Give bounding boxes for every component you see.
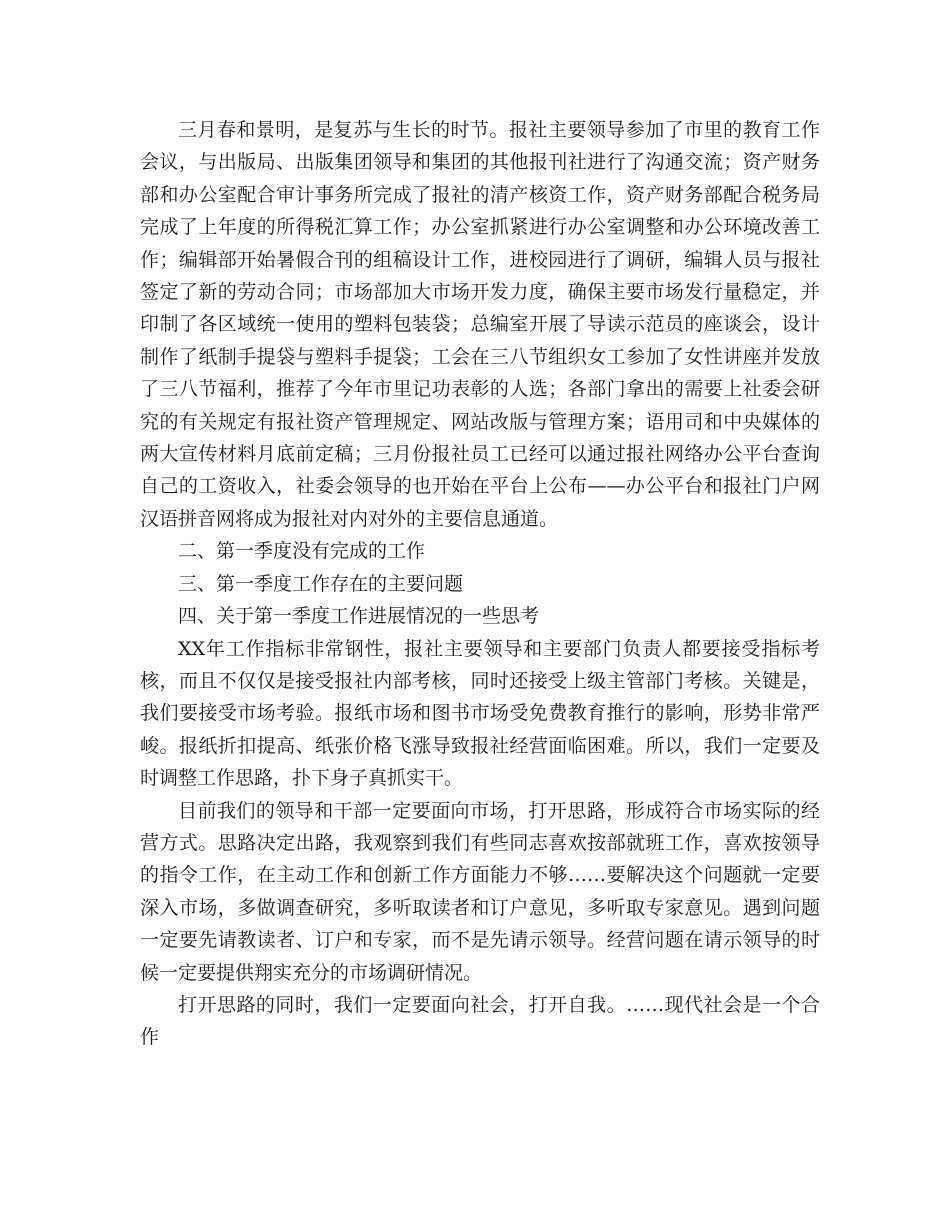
section-heading-main-problems: 三、第一季度工作存在的主要问题	[178, 572, 464, 595]
paragraph-face-market: 目前我们的领导和干部一定要面向市场，打开思路，形成符合市场实际的经营方式。思路决定出路，我观察到我们有些同志喜欢按部就班工作，喜欢按领导的指令工作，在主动工作和创新工作方面能力不够……要解决这个问题就一定要深入市场，多做调查研究，多听取读者和订户意见，多听取专家意见。遇到问题一定要先请教读者、订户和专家，而不是先请示领导。经营问题在请示领导的时候一定要提供翔实充分的市场调研情况。	[140, 799, 820, 984]
paragraph-march-summary: 三月春和景明，是复苏与生长的时节。报社主要领导参加了市里的教育工作会议，与出版局、出版集团领导和集团的其他报刊社进行了沟通交流；资产财务部和办公室配合审计事务所完成了报社的清产核资工作，资产财务部配合税务局完成了上年度的所得税汇算工作；办公室抓紧进行办公室调整和办公环境改善工作；编辑部开始暑假合刊的组稿设计工作，进校园进行了调研，编辑人员与报社签定了新的劳动合同；市场部加大市场开发力度，确保主要市场发行量稳定，并印制了各区域统一使用的塑料包装袋；总编室开展了导读示范员的座谈会，设计制作了纸制手提袋与塑料手提袋；工会在三八节组织女工参加了女性讲座并发放了三八节福利，推荐了今年市里记功表彰的人选；各部门拿出的需要上社委会研究的有关规定有报社资产管理规定、网站改版与管理方案；语用司和中央媒体的两大宣传材料月底前定稿；三月份报社员工已经可以通过报社网络办公平台查询自己的工资收入，社委会领导的也开始在平台上公布——办公平台和报社门户网汉语拼音网将成为报社对内对外的主要信息通道。	[140, 119, 820, 530]
section-heading-unfinished-work: 二、第一季度没有完成的工作	[178, 540, 426, 563]
paragraph-face-society: 打开思路的同时，我们一定要面向社会，打开自我。……现代社会是一个合作	[140, 993, 820, 1049]
document-body	[140, 114, 820, 1054]
paragraph-work-targets: XX年工作指标非常钢性，报社主要领导和主要部门负责人都要接受指标考核，而且不仅仅是接受报社内部考核，同时还接受上级主管部门考核。关键是，我们要接受市场考验。报纸市场和图书市场受免费教育推行的影响，形势非常严峻。报纸折扣提高、纸张价格飞涨导致报社经营面临困难。所以，我们一定要及时调整工作思路，扑下身子真抓实干。	[140, 637, 820, 790]
section-heading-reflections: 四、关于第一季度工作进展情况的一些思考	[178, 605, 540, 628]
